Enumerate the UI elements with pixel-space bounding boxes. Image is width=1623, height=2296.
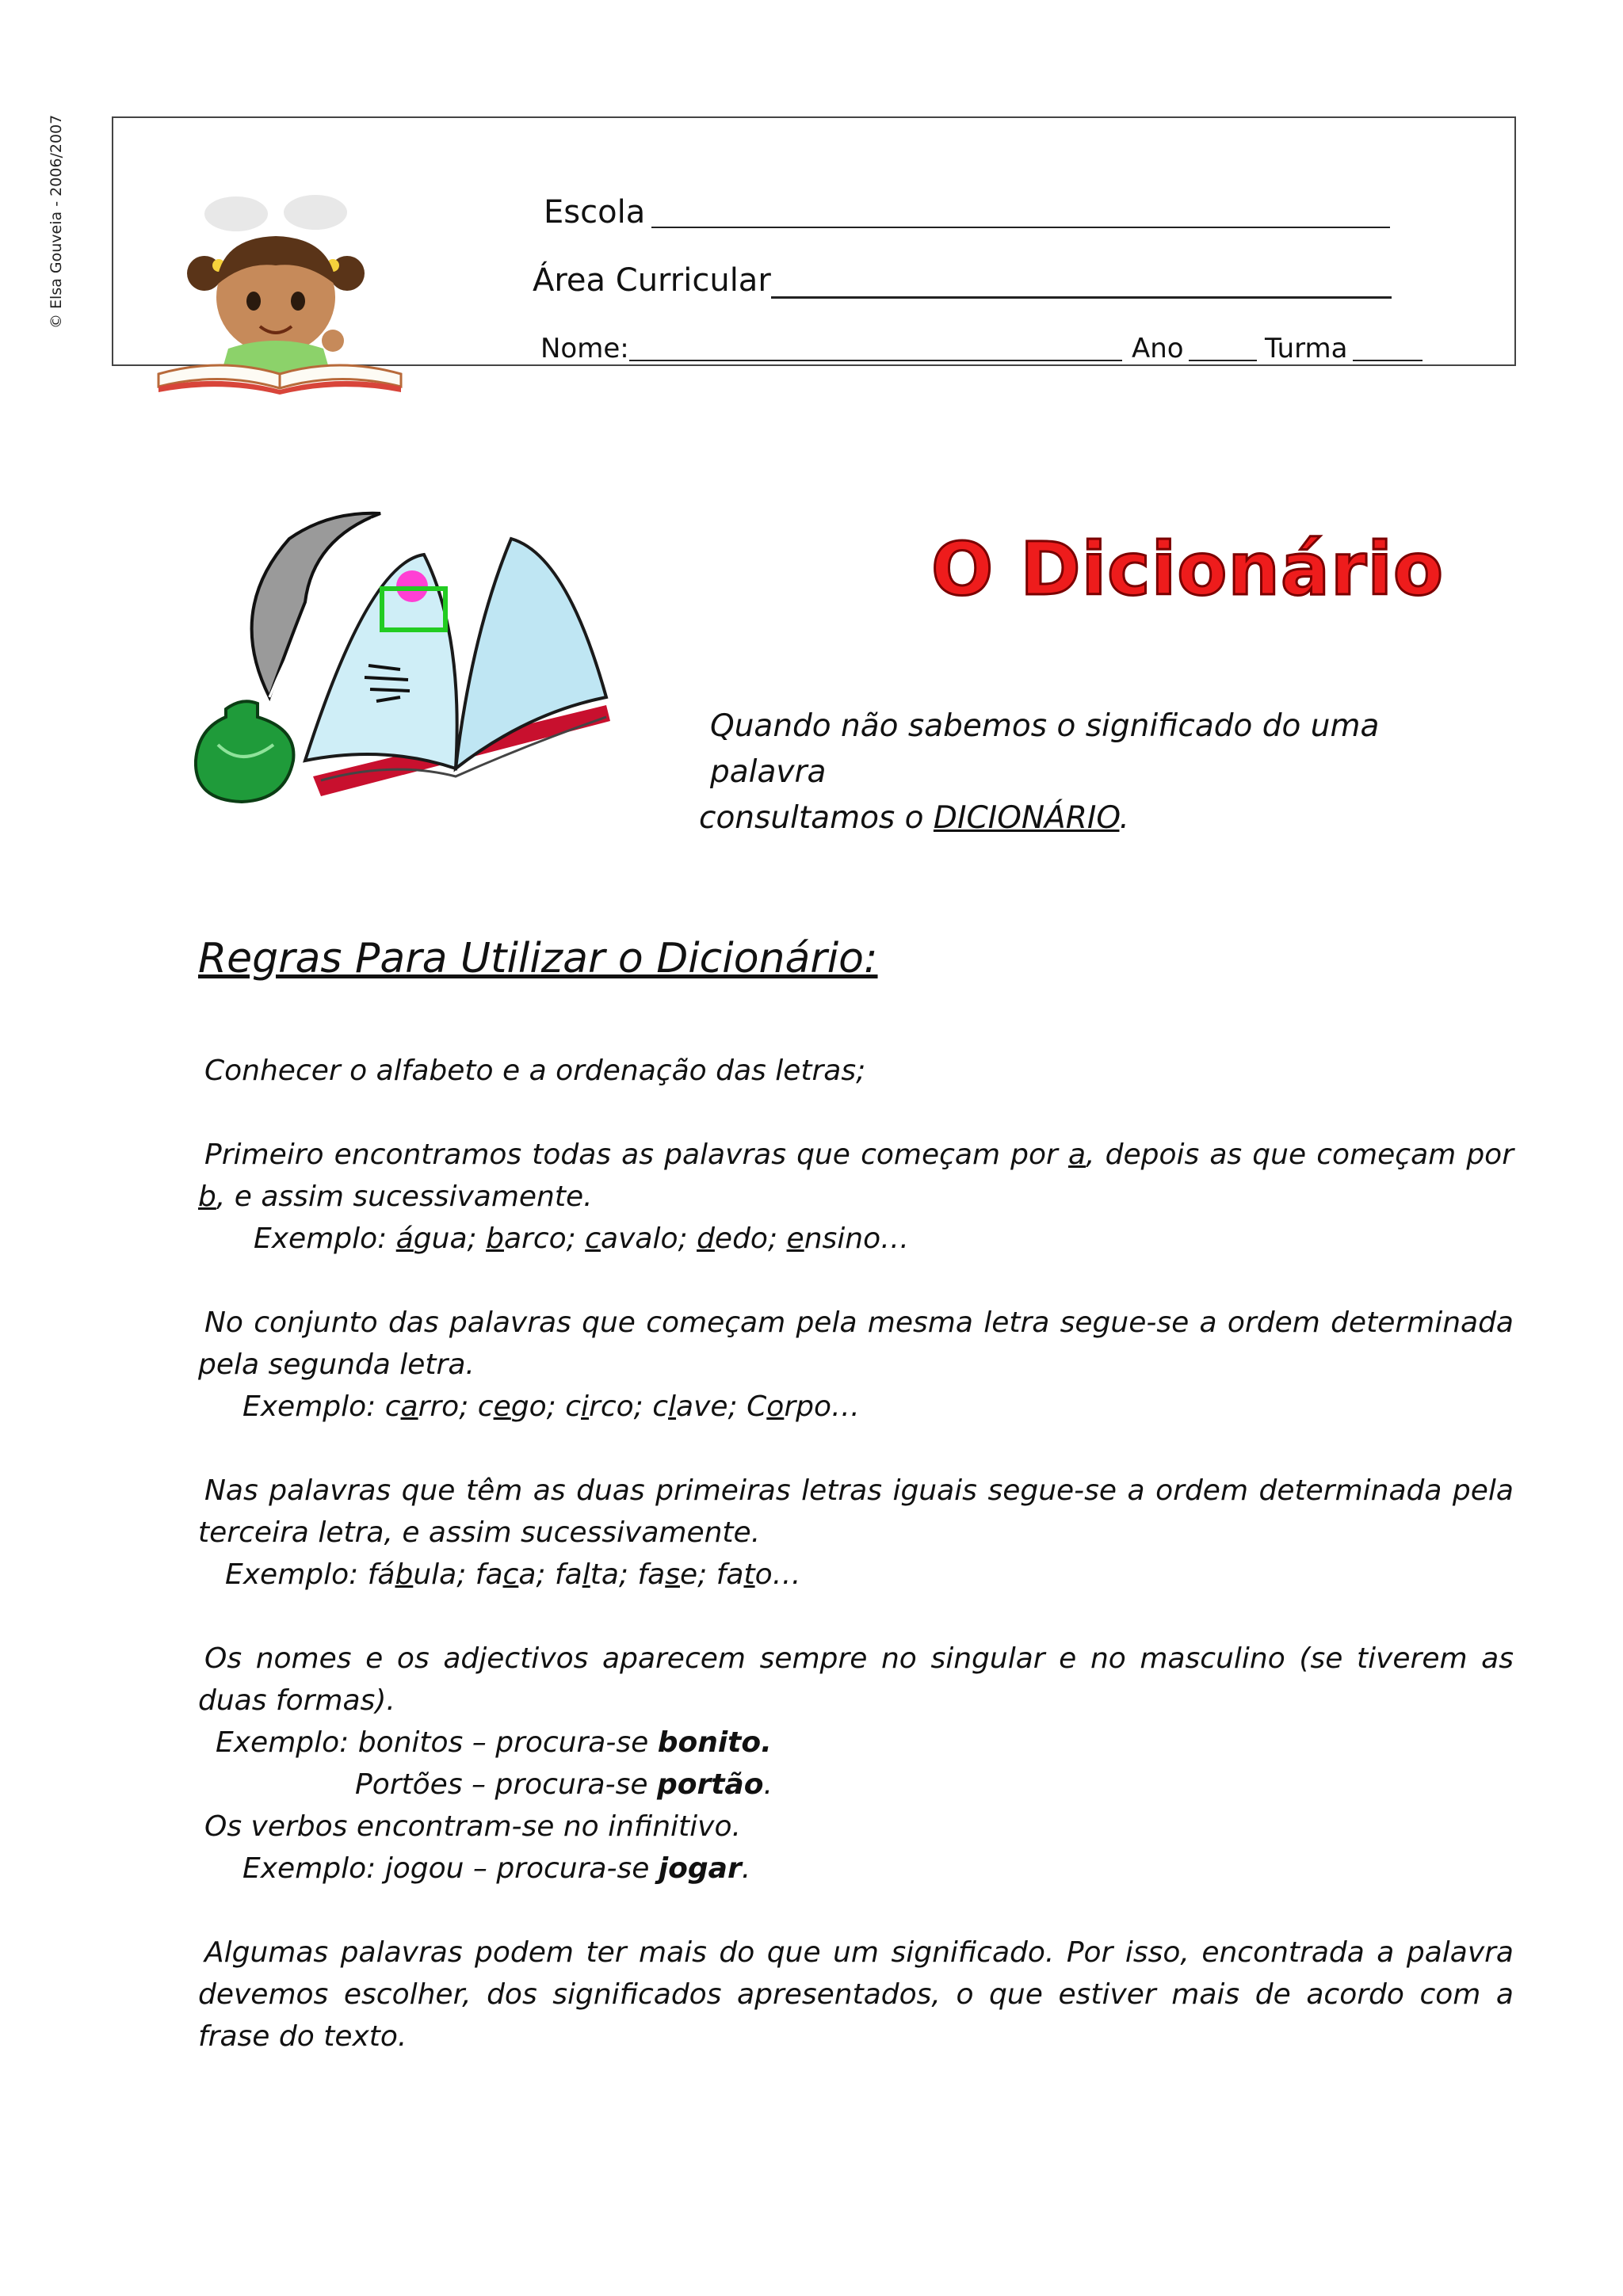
copyright-notice: © Elsa Gouveia - 2006/2007 xyxy=(48,114,65,329)
example-prefix: fa xyxy=(637,1558,666,1591)
example-prefix: fá xyxy=(367,1558,395,1591)
example-end: . xyxy=(763,1768,773,1801)
name-input-line[interactable] xyxy=(629,360,1122,361)
intro-line-2-prefix: consultamos o xyxy=(699,800,934,836)
quill-and-book-clipart xyxy=(194,507,622,808)
example-word: arco; xyxy=(503,1222,576,1255)
example-prefix: C xyxy=(747,1390,767,1423)
example-text: Exemplo: bonitos – procura-se xyxy=(216,1726,658,1759)
example-underlined: c xyxy=(585,1222,601,1255)
example-underlined: t xyxy=(743,1558,755,1591)
year-label: Ano xyxy=(1132,333,1184,364)
rule-2 xyxy=(198,1134,1514,1218)
example-prefix: fa xyxy=(554,1558,582,1591)
example-word: edo; xyxy=(714,1222,778,1255)
example-word: rco; xyxy=(589,1390,643,1423)
rule-6 xyxy=(198,1806,1514,1848)
rule-6-example xyxy=(198,1848,1514,1890)
example-text: Exemplo: jogou – procura-se xyxy=(242,1852,659,1885)
example-word: a; xyxy=(518,1558,546,1591)
rule-3-text: No conjunto das palavras que começam pela mesma letra segue-se a ordem determinada pela segunda letra. xyxy=(198,1306,1514,1381)
rules-heading: Regras Para Utilizar o Dicionário: xyxy=(198,935,878,982)
example-prefix: c xyxy=(565,1390,582,1423)
example-underlined: s xyxy=(665,1558,680,1591)
subject-label: Área Curricular xyxy=(533,262,771,299)
school-label: Escola xyxy=(544,194,646,231)
example-word: ula; xyxy=(413,1558,467,1591)
intro-paragraph xyxy=(699,704,1491,841)
example-label: Exemplo: xyxy=(242,1390,385,1423)
example-word: gua; xyxy=(413,1222,477,1255)
rule-7 xyxy=(198,1932,1514,2058)
class-input-line[interactable] xyxy=(1353,360,1423,361)
example-word: ta; xyxy=(590,1558,629,1591)
example-answer: bonito. xyxy=(657,1726,772,1759)
example-underlined: b xyxy=(486,1222,504,1255)
rule-4-text: Nas palavras que têm as duas primeiras letras iguais segue-se a ordem determinada pela terceira letra, e assim sucessivamente. xyxy=(198,1474,1514,1549)
example-prefix: fa xyxy=(475,1558,503,1591)
rule-3-example xyxy=(198,1386,1514,1428)
rule-1-text: Conhecer o alfabeto e a ordenação das letras; xyxy=(204,1055,866,1087)
intro-dictionary-word: DICIONÁRIO xyxy=(933,800,1120,836)
example-underlined: i xyxy=(581,1390,590,1423)
intro-line-2 xyxy=(699,795,1491,841)
example-word: avalo; xyxy=(601,1222,688,1255)
example-word: nsino… xyxy=(804,1222,910,1255)
example-word: e; xyxy=(679,1558,708,1591)
example-underlined: b xyxy=(395,1558,414,1591)
example-underlined: e xyxy=(786,1222,804,1255)
rules-list xyxy=(198,1050,1514,2058)
rule-5-example-2 xyxy=(198,1764,1514,1806)
rule-2-text-3: , e assim sucessivamente. xyxy=(216,1180,593,1213)
example-underlined: d xyxy=(697,1222,715,1255)
example-underlined: a xyxy=(400,1390,418,1423)
rule-2-letter-a: a xyxy=(1067,1138,1086,1171)
rule-5-text: Os nomes e os adjectivos aparecem sempre no singular e no masculino (se tiverem as duas formas). xyxy=(198,1642,1514,1717)
intro-line-1: Quando não sabemos o significado do uma palavra xyxy=(710,708,1380,790)
year-input-line[interactable] xyxy=(1189,360,1257,361)
example-underlined: l xyxy=(668,1390,677,1423)
example-word: rpo… xyxy=(784,1390,861,1423)
example-label: Exemplo: xyxy=(225,1558,368,1591)
rule-5 xyxy=(198,1638,1514,1722)
girl-reading-illustration xyxy=(149,190,411,396)
rule-6-text: Os verbos encontram-se no infinitivo. xyxy=(204,1810,741,1843)
page-title: O Dicionário xyxy=(931,527,1445,612)
example-word: o… xyxy=(754,1558,801,1591)
example-prefix: c xyxy=(652,1390,669,1423)
name-label: Nome: xyxy=(540,333,629,364)
rule-1 xyxy=(198,1050,1514,1092)
example-prefix: c xyxy=(477,1390,494,1423)
example-underlined: o xyxy=(766,1390,785,1423)
example-end: . xyxy=(741,1852,751,1885)
rule-3 xyxy=(198,1302,1514,1386)
example-word: rro; xyxy=(418,1390,469,1423)
example-underlined: á xyxy=(395,1222,414,1255)
rule-4 xyxy=(198,1470,1514,1554)
example-underlined: e xyxy=(493,1390,511,1423)
example-word: ave; xyxy=(676,1390,738,1423)
class-label: Turma xyxy=(1265,333,1348,364)
rule-2-example xyxy=(198,1218,1514,1260)
rule-2-text-2: , depois as que começam por xyxy=(1086,1138,1514,1171)
subject-input-line[interactable] xyxy=(771,296,1392,299)
example-underlined: c xyxy=(502,1558,519,1591)
rule-2-text-1: Primeiro encontramos todas as palavras que começam por xyxy=(204,1138,1068,1171)
example-underlined: l xyxy=(582,1558,590,1591)
example-prefix: c xyxy=(384,1390,401,1423)
rule-2-letter-b: b xyxy=(198,1180,216,1213)
rule-4-example xyxy=(198,1554,1514,1596)
example-text: Portões – procura-se xyxy=(355,1768,657,1801)
example-answer: jogar xyxy=(658,1852,742,1885)
example-answer: portão xyxy=(656,1768,764,1801)
intro-line-2-suffix: . xyxy=(1119,800,1129,836)
rule-7-text: Algumas palavras podem ter mais do que um significado. Por isso, encontrada a palavra devemos escolher, dos significados apresentados, o que estiver mais de acordo com a frase do texto. xyxy=(198,1936,1514,2053)
example-prefix: fa xyxy=(716,1558,744,1591)
school-input-line[interactable] xyxy=(651,227,1390,228)
rule-5-example-1 xyxy=(198,1722,1514,1764)
example-word: go; xyxy=(510,1390,556,1423)
example-label: Exemplo: xyxy=(254,1222,396,1255)
